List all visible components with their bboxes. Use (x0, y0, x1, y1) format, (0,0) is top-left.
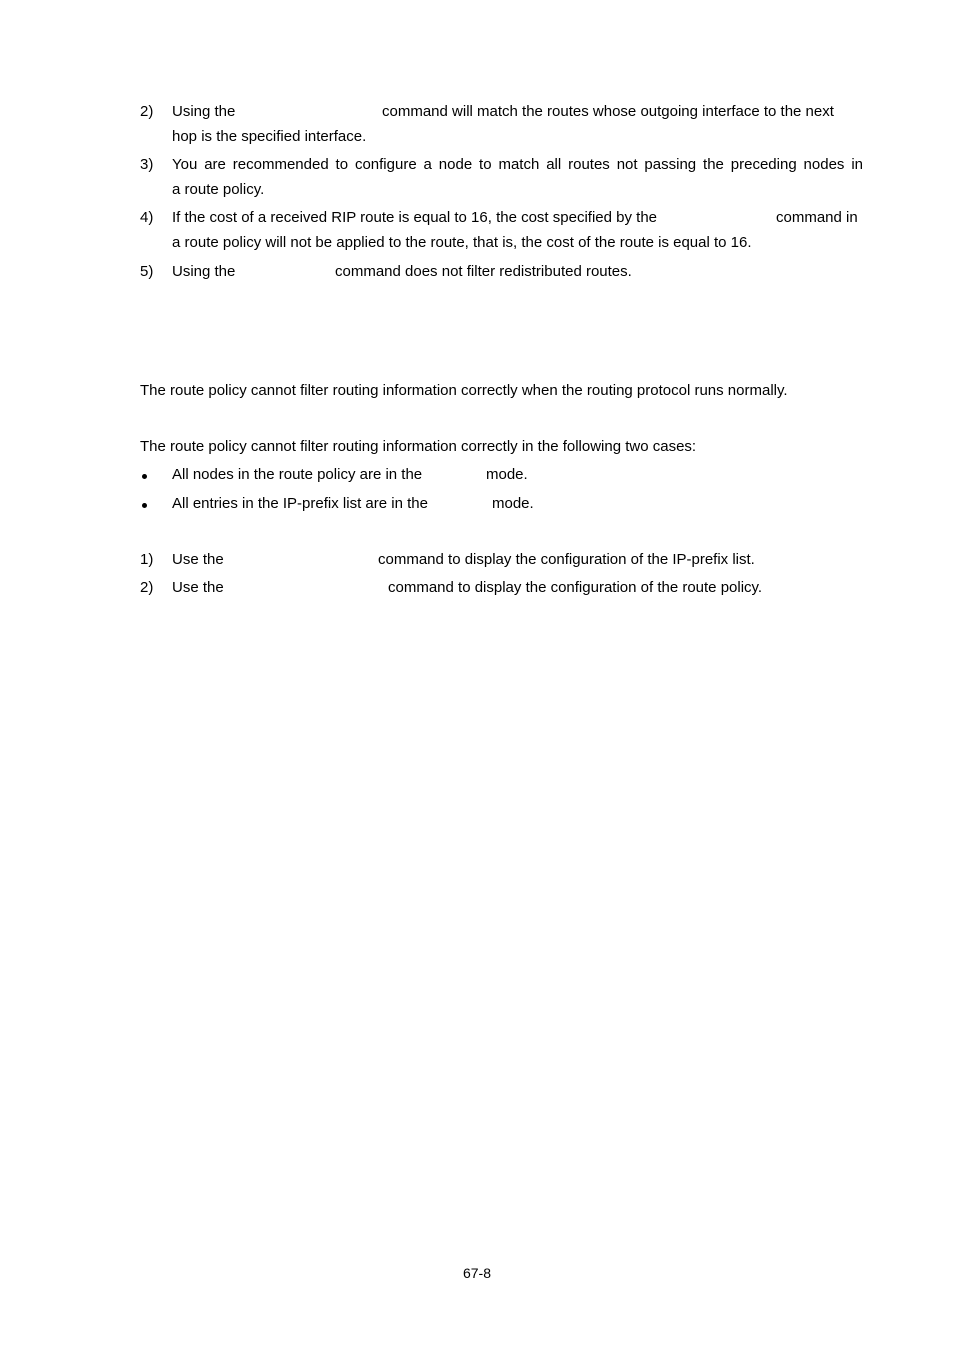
list-text: hop is the specified interface. (172, 128, 367, 145)
bullet-text: All entries in the IP-prefix list are in the (172, 495, 428, 512)
list-text: a route policy. (172, 181, 265, 198)
list-text: command to display the configuration of the route policy. (388, 579, 763, 596)
list-number: 4) (140, 209, 154, 226)
list-text: Use the (172, 551, 224, 568)
symptom-paragraph: The route policy cannot filter routing information correctly when the routing protocol runs normally. (140, 382, 788, 399)
list-text: Use the (172, 579, 224, 596)
list-text: You are recommended to configure a node to match all routes not passing the preceding nodes in (172, 156, 863, 173)
list-number: 3) (140, 156, 154, 173)
list-number: 2) (140, 103, 154, 120)
list-text: command to display the configuration of the IP-prefix list. (378, 551, 755, 568)
list-text: Using the (172, 103, 236, 120)
bullet-text: All nodes in the route policy are in the (172, 466, 423, 483)
list-text: command in (776, 209, 858, 226)
page-number: 67-8 (462, 1265, 492, 1281)
bullet-icon (142, 503, 147, 508)
list-number: 5) (140, 263, 154, 280)
list-text: If the cost of a received RIP route is equal to 16, the cost specified by the (172, 209, 658, 226)
bullet-icon (142, 474, 147, 479)
list-number: 2) (140, 579, 154, 596)
bullet-text: mode. (492, 495, 534, 512)
list-text: Using the (172, 263, 236, 280)
analysis-paragraph: The route policy cannot filter routing information correctly in the following two cases: (140, 438, 697, 455)
list-text: a route policy will not be applied to the route, that is, the cost of the route is equal to 16. (172, 234, 752, 251)
list-text: command will match the routes whose outgoing interface to the next (382, 103, 834, 120)
bullet-text: mode. (486, 466, 528, 483)
list-text: command does not filter redistributed routes. (335, 263, 632, 280)
list-number: 1) (140, 551, 154, 568)
